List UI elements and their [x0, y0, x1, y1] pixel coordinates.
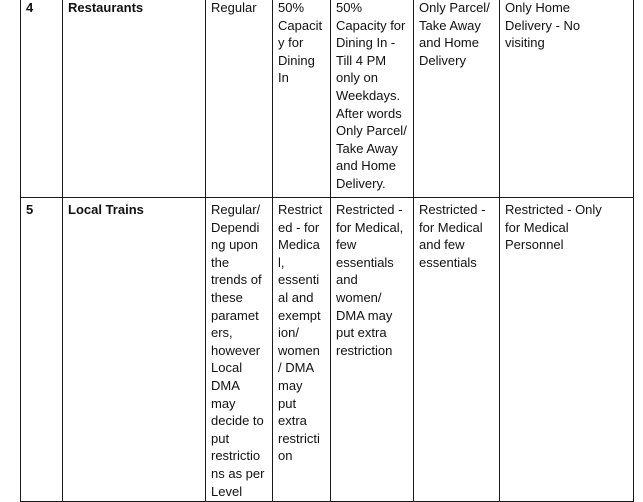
row-number: 5: [21, 198, 63, 502]
level-cell: Restricted - for Medical, few essentials and women/ DMA may put extra restriction: [331, 198, 414, 502]
table-row: [21, 0, 634, 198]
level-cell: Only Parcel/ Take Away and Home Delivery: [414, 0, 500, 198]
row-number: 4: [21, 0, 63, 198]
level-cell: Regular: [206, 0, 273, 198]
level-cell: Only Home Delivery - No visiting: [500, 0, 634, 198]
level-cell: 50% Capacit y for Dining In: [273, 0, 331, 198]
activity-name: Restaurants: [63, 0, 206, 198]
level-cell: Restricted - Only for Medical Personnel: [500, 198, 634, 502]
level-cell: 50% Capacity for Dining In - Till 4 PM only on Weekdays. After words Only Parcel/ Take Away and Home Delivery.: [331, 0, 414, 198]
table-row: [21, 198, 634, 502]
level-cell: Restricted - for Medical and few essentials: [414, 198, 500, 502]
level-cell: Restrict ed - for Medica l, essenti al and exempt ion/ women / DMA may put extra restricti on: [273, 198, 331, 502]
level-cell: Regular/ Dependi ng upon the trends of these paramet ers, however Local DMA may decide to put restrictio ns as per Level: [206, 198, 273, 502]
restrictions-table: [20, 0, 634, 502]
activity-name: Local Trains: [63, 198, 206, 502]
